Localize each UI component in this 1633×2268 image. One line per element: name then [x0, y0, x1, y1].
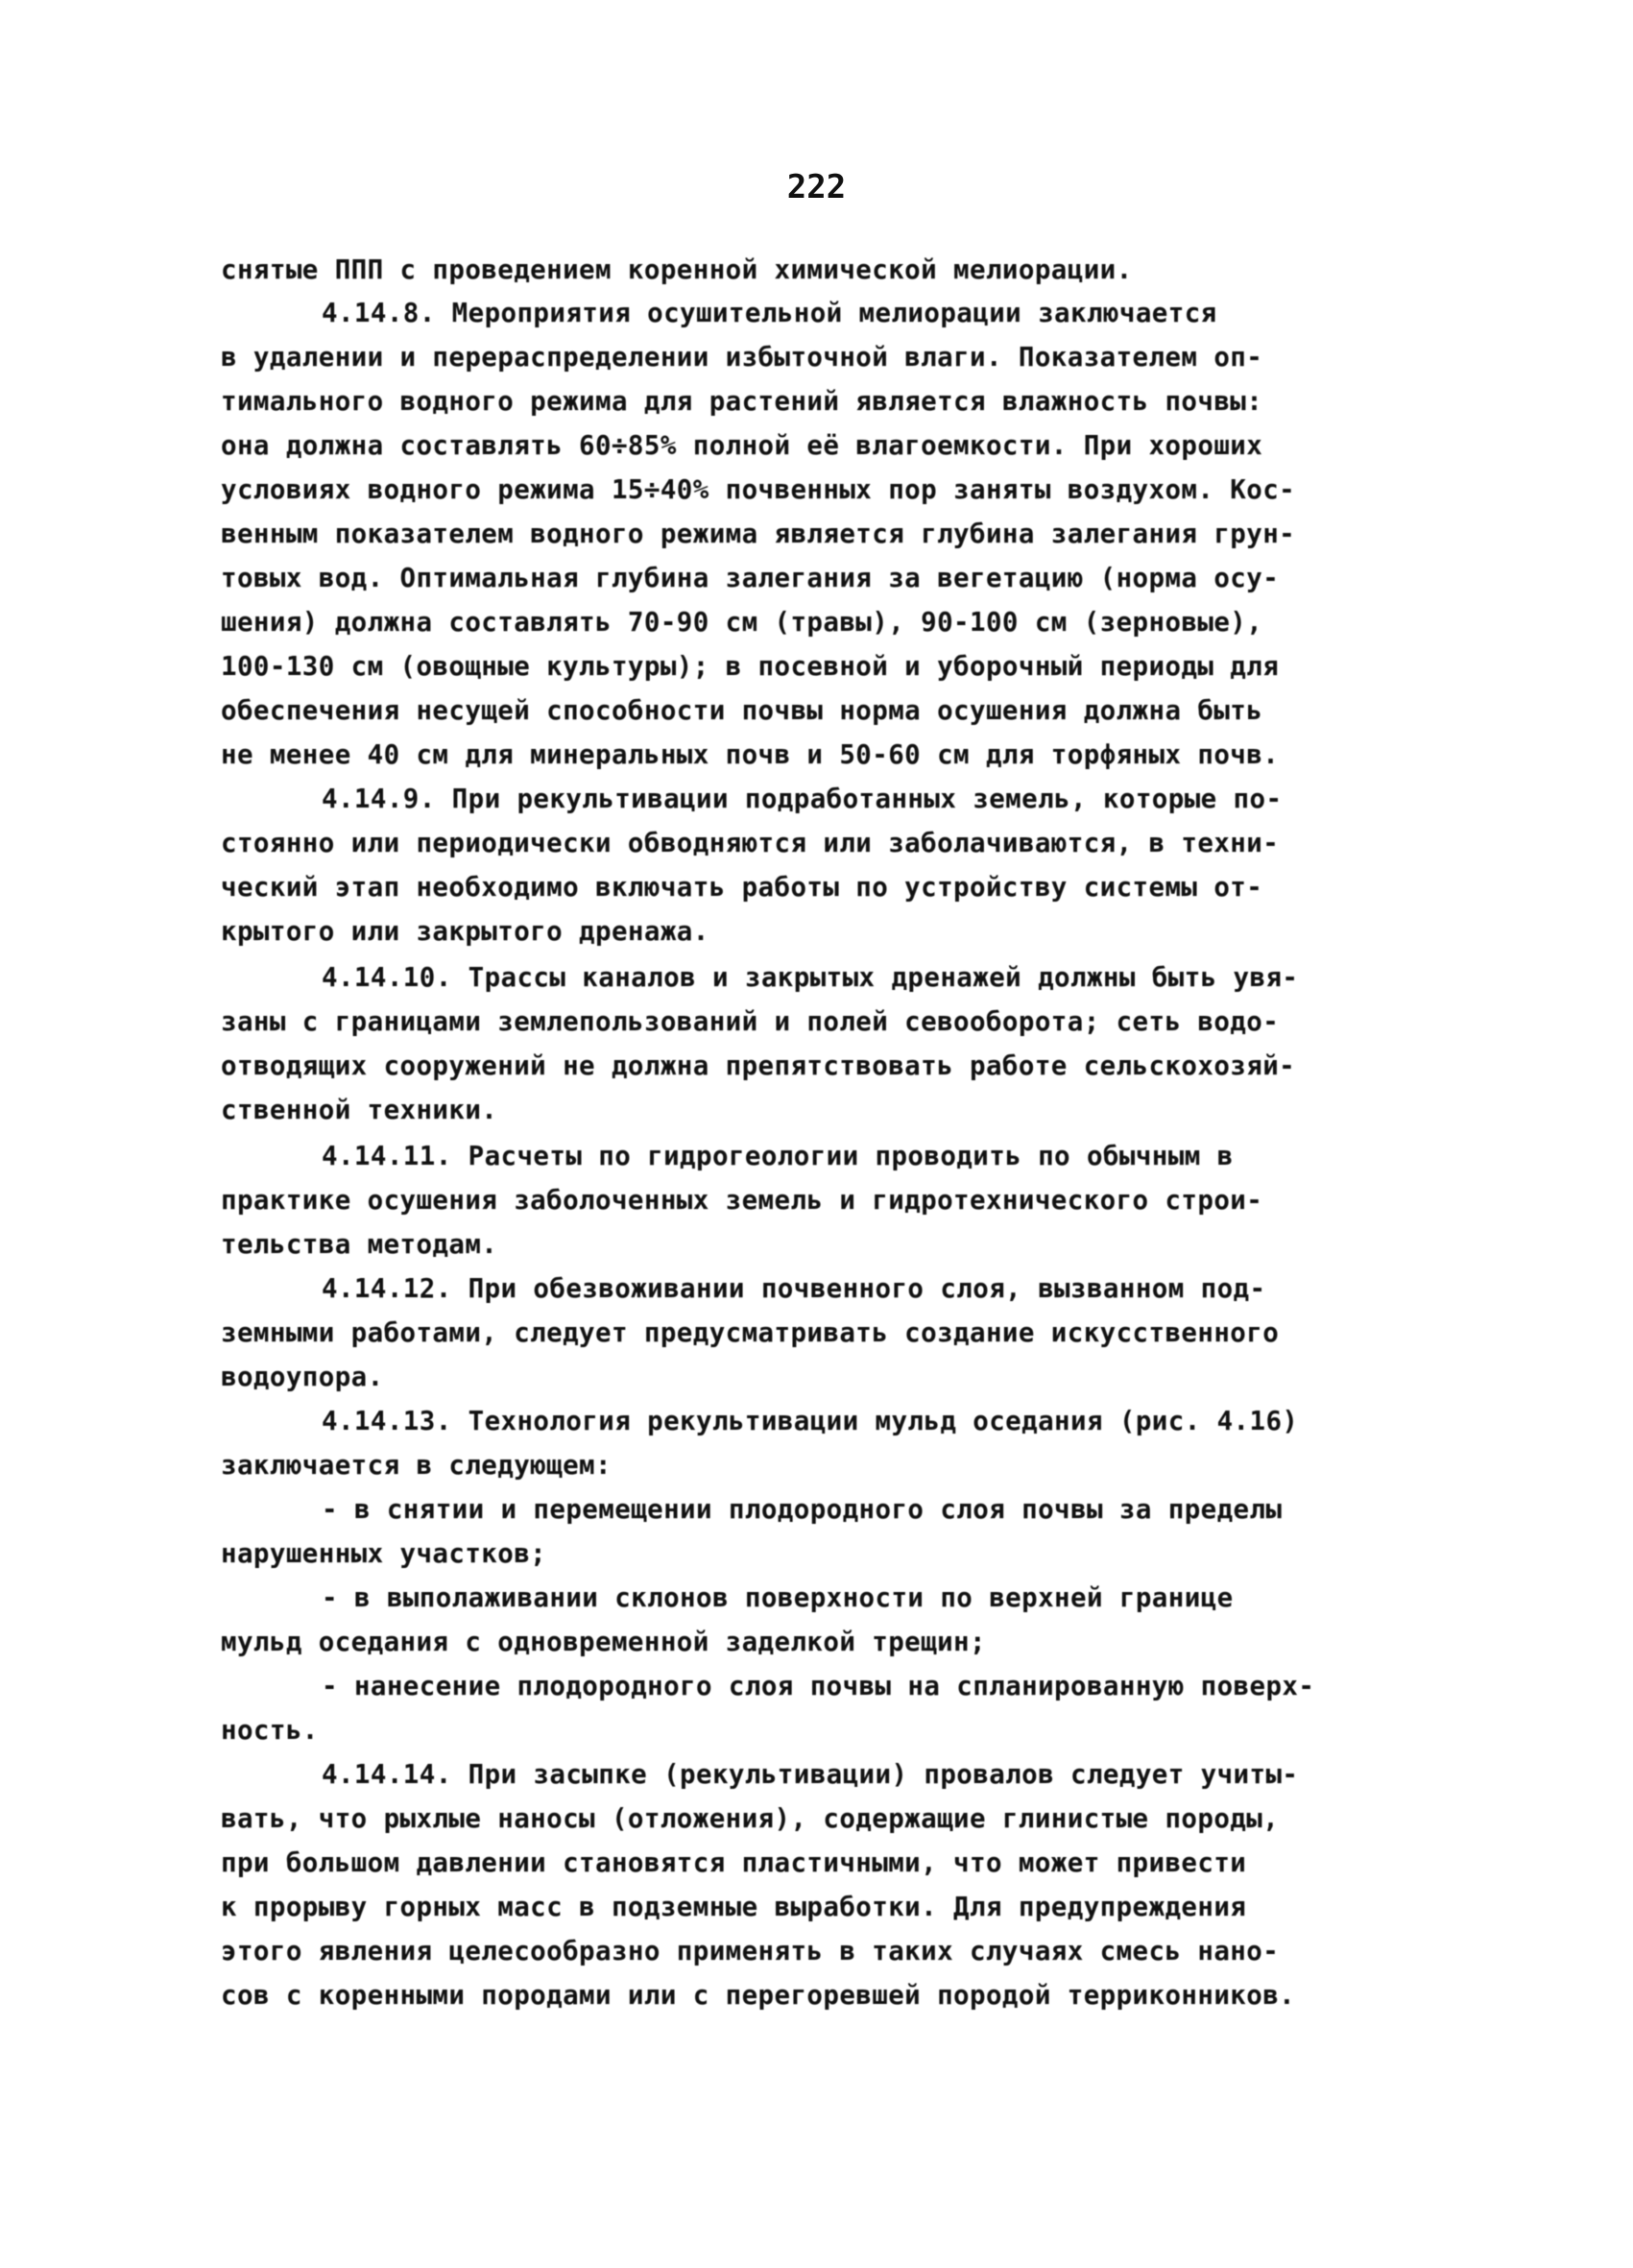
text-line: ческий этап необходимо включать работы по устройству системы от-: [221, 872, 1263, 903]
text-line: мульд оседания с одновременной заделкой трещин;: [221, 1627, 986, 1657]
paragraph-start-line: 4.14.9. При рекультивации подработанных земель, которые по-: [322, 784, 1283, 814]
text-line: заны с границами землепользований и полей севооборота; сеть водо-: [221, 1006, 1280, 1037]
text-line: водоупора.: [221, 1362, 384, 1392]
text-line: условиях водного режима 15÷40% почвенных пор заняты воздухом. Кос-: [221, 474, 1296, 505]
page-number: 222: [786, 168, 847, 206]
text-line: тимального водного режима для растений является влажность почвы:: [221, 386, 1263, 417]
paragraph-start-line: 4.14.10. Трассы каналов и закрытых дренажей должны быть увя-: [322, 962, 1299, 993]
text-line: ственной техники.: [221, 1095, 498, 1125]
text-line: нарушенных участков;: [221, 1538, 547, 1569]
text-line: не менее 40 см для минеральных почв и 50-60 см для торфяных почв.: [221, 739, 1280, 770]
text-line: практике осушения заболоченных земель и гидротехнического строи-: [221, 1185, 1263, 1216]
list-item-line: - в снятии и перемещении плодородного слоя почвы за пределы: [322, 1494, 1283, 1525]
text-line: этого явления целесообразно применять в таких случаях смесь нано-: [221, 1936, 1280, 1966]
text-line: снятые ППП с проведением коренной химической мелиорации.: [221, 254, 1133, 285]
text-line: она должна составлять 60÷85% полной её влагоемкости. При хороших: [221, 430, 1263, 461]
paragraph-start-line: 4.14.12. При обезвоживании почвенного слоя, вызванном под-: [322, 1273, 1266, 1304]
paragraph-start-line: 4.14.14. При засыпке (рекультивации) провалов следует учиты-: [322, 1759, 1299, 1790]
text-line: земными работами, следует предусматривать создание искусственного: [221, 1317, 1280, 1348]
paragraph-start-line: 4.14.11. Расчеты по гидрогеологии проводить по обычным в: [322, 1141, 1234, 1171]
paragraph-start-line: 4.14.13. Технология рекультивации мульд оседания (рис. 4.16): [322, 1406, 1299, 1436]
paragraph-start-line: 4.14.8. Мероприятия осушительной мелиорации заключается: [322, 298, 1217, 328]
text-line: вать, что рыхлые наносы (отложения), содержащие глинистые породы,: [221, 1803, 1280, 1834]
text-line: заключается в следующем:: [221, 1450, 612, 1481]
text-line: тельства методам.: [221, 1229, 498, 1260]
text-line: сов с коренными породами или с перегоревшей породой терриконников.: [221, 1980, 1296, 2011]
text-line: в удалении и перераспределении избыточной влаги. Показателем оп-: [221, 342, 1263, 373]
text-line: товых вод. Оптимальная глубина залегания за вегетацию (норма осу-: [221, 563, 1280, 593]
text-line: при большом давлении становятся пластичными, что может привести: [221, 1847, 1247, 1878]
list-item-line: - нанесение плодородного слоя почвы на спланированную поверх-: [322, 1671, 1315, 1701]
text-line: крытого или закрытого дренажа.: [221, 916, 709, 947]
text-line: шения) должна составлять 70-90 см (травы), 90-100 см (зерновые),: [221, 607, 1263, 638]
text-line: венным показателем водного режима является глубина залегания грун-: [221, 519, 1296, 549]
text-line: отводящих сооружений не должна препятствовать работе сельскохозяй-: [221, 1050, 1296, 1081]
text-line: к прорыву горных масс в подземные выработки. Для предупреждения: [221, 1892, 1247, 1922]
text-line: ность.: [221, 1715, 319, 1746]
text-line: стоянно или периодически обводняются или заболачиваются, в техни-: [221, 828, 1280, 858]
text-line: обеспечения несущей способности почвы норма осушения должна быть: [221, 695, 1263, 726]
list-item-line: - в выполаживании склонов поверхности по верхней границе: [322, 1582, 1234, 1613]
text-line: 100-130 см (овощные культуры); в посевной и уборочный периоды для: [221, 651, 1280, 682]
